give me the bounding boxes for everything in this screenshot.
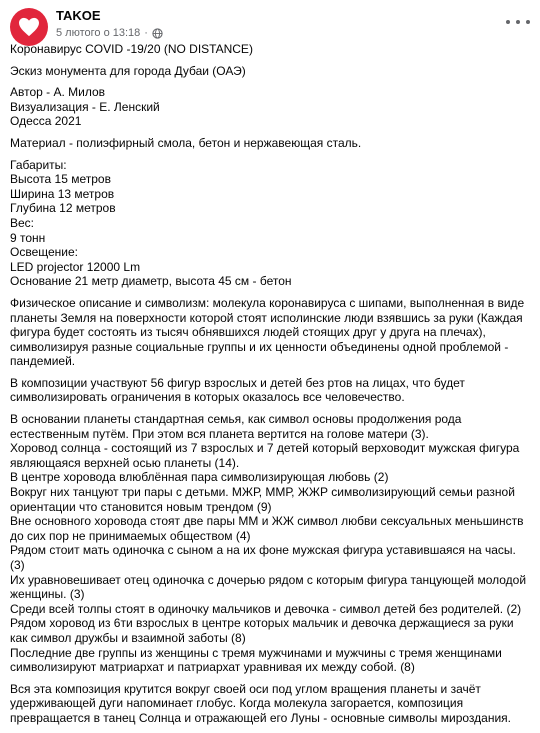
post-paragraph bbox=[10, 296, 532, 369]
post-text-line: Автор - А. Милов bbox=[10, 85, 106, 100]
post-text-line: Физическое описание и символизм: молекула коронавируса с шипами, выполненная в виде bbox=[10, 295, 525, 310]
post-text-line: являющаяся верхней осью планеты (14). bbox=[10, 455, 240, 470]
post-body bbox=[10, 42, 532, 733]
post-text-line: Среди всей толпы стоят в одиночку мальчиков и девочка - символ детей без родителей. (2) bbox=[10, 601, 522, 616]
post-text-line: символизируют матриархат и патриархат уравнивая их между собой. (8) bbox=[10, 660, 415, 675]
post-text-line: Вес: bbox=[10, 215, 35, 230]
post-text-line: естественным путём. При этом вся планета вертится на голове матери (3). bbox=[10, 426, 429, 441]
post-text-line: Коронавирус COVID -19/20 (NO DISTANCE) bbox=[10, 42, 253, 56]
post-paragraph bbox=[10, 64, 532, 79]
globe-icon bbox=[152, 28, 163, 39]
post-text-line: ориентации что становится новым трендом (9) bbox=[10, 499, 272, 514]
post-text-line: Рядом стоит мать одиночка с сыном а на их фоне мужская фигура уставившаяся на часы. (3) bbox=[10, 543, 516, 572]
page-name[interactable]: TAKOE bbox=[56, 8, 101, 23]
more-dot bbox=[506, 20, 510, 24]
meta-separator: · bbox=[144, 27, 148, 39]
post-text-line: как символ дружбы и взаимной заботы (8) bbox=[10, 630, 246, 645]
post-text-line: удерживающей дуги напоминает глобус. Когда молекула загорается, композиция bbox=[10, 696, 464, 711]
post-paragraph bbox=[10, 412, 532, 675]
post-paragraph bbox=[10, 136, 532, 151]
post-paragraph bbox=[10, 682, 532, 726]
more-dot bbox=[516, 20, 520, 24]
post-text-line: Вся эта композиция крутится вокруг своей оси под углом вращения планеты и зачёт bbox=[10, 681, 481, 696]
post-text-line: Вокруг них танцуют три пары с детьми. МЖР, ММР, ЖЖР символизирующий семьи разной bbox=[10, 485, 515, 500]
post-text-line: Освещение: bbox=[10, 245, 78, 260]
post-text-line: планеты Земля на поверхности которой стоят исполинские люди взявшись за руки (Каждая bbox=[10, 310, 523, 325]
more-dot bbox=[526, 20, 530, 24]
post-text-line: превращается в танец Солнца и отражающей его Луны - основные символы мироздания. bbox=[10, 710, 511, 725]
avatar[interactable] bbox=[10, 8, 48, 46]
post-text-line: 9 тонн bbox=[10, 230, 46, 245]
post-text-line: фигура будет состоять из тысяч обнявшихся людей стоящих друг у друга на плечах), bbox=[10, 325, 486, 340]
post-timestamp[interactable]: 5 лютого о 13:18 bbox=[56, 27, 141, 39]
post-meta bbox=[56, 27, 163, 39]
post-text-line: Визуализация - Е. Ленский bbox=[10, 99, 160, 114]
post-text-line: Материал - полиэфирный смола, бетон и нержавеющая сталь. bbox=[10, 135, 362, 150]
post-text-line: Одесса 2021 bbox=[10, 114, 82, 129]
post-text-line: Высота 15 метров bbox=[10, 172, 111, 187]
post-text-line: Ширина 13 метров bbox=[10, 186, 115, 201]
post-paragraph bbox=[10, 85, 532, 129]
more-options-icon[interactable] bbox=[506, 14, 530, 30]
post-text-line: символизировать ограничения в которых оказалось все человечество. bbox=[10, 390, 405, 405]
post-text-line: пандемией. bbox=[10, 354, 76, 369]
post-text-line: В основании планеты стандартная семья, как символ основы продолжения рода bbox=[10, 412, 462, 427]
post-paragraph bbox=[10, 158, 532, 289]
post-text-line: Основание 21 метр диаметр, высота 45 см - бетон bbox=[10, 274, 292, 289]
post-paragraph bbox=[10, 42, 532, 57]
post-text-line: Хоровод солнца - состоящий из 7 взрослых и 7 детей который верховодит мужская фигура bbox=[10, 441, 520, 456]
post-paragraph bbox=[10, 376, 532, 405]
post-text-line: Рядом хоровод из 6ти взрослых в центре которых мальчик и девочка держащиеся за руки bbox=[10, 616, 514, 631]
post-text-line: Их уравновешивает отец одиночка с дочерью рядом с которым фигура танцующей молодой bbox=[10, 572, 527, 587]
post-header bbox=[10, 8, 530, 44]
post-text-line: Последние две группы из женщины с тремя мужчинами и мужчины с тремя женщинами bbox=[10, 645, 502, 660]
post-text-line: Эскиз монумента для города Дубаи (ОАЭ) bbox=[10, 63, 246, 78]
post-text-line: Глубина 12 метров bbox=[10, 201, 116, 216]
post-text-line: В центре хоровода влюблённая пара символизирующая любовь (2) bbox=[10, 470, 389, 485]
post-text-line: В композиции участвуют 56 фигур взрослых и детей без ртов на лицах, что будет bbox=[10, 375, 465, 390]
post-text-line: LED projector 12000 Lm bbox=[10, 259, 141, 274]
post-text-line: Габариты: bbox=[10, 157, 67, 172]
heart-icon bbox=[18, 17, 40, 37]
post-text-line: женщины. (3) bbox=[10, 587, 85, 602]
post-text-line: до сих пор не принимаемых обществом (4) bbox=[10, 528, 251, 543]
post-text-line: символизируя разные социальные группы и их ценности объединены одной проблемой - bbox=[10, 339, 509, 354]
post-text-line: Вне основного хоровода стоят две пары ММ и ЖЖ символ любви сексуальных меньшинств bbox=[10, 514, 524, 529]
